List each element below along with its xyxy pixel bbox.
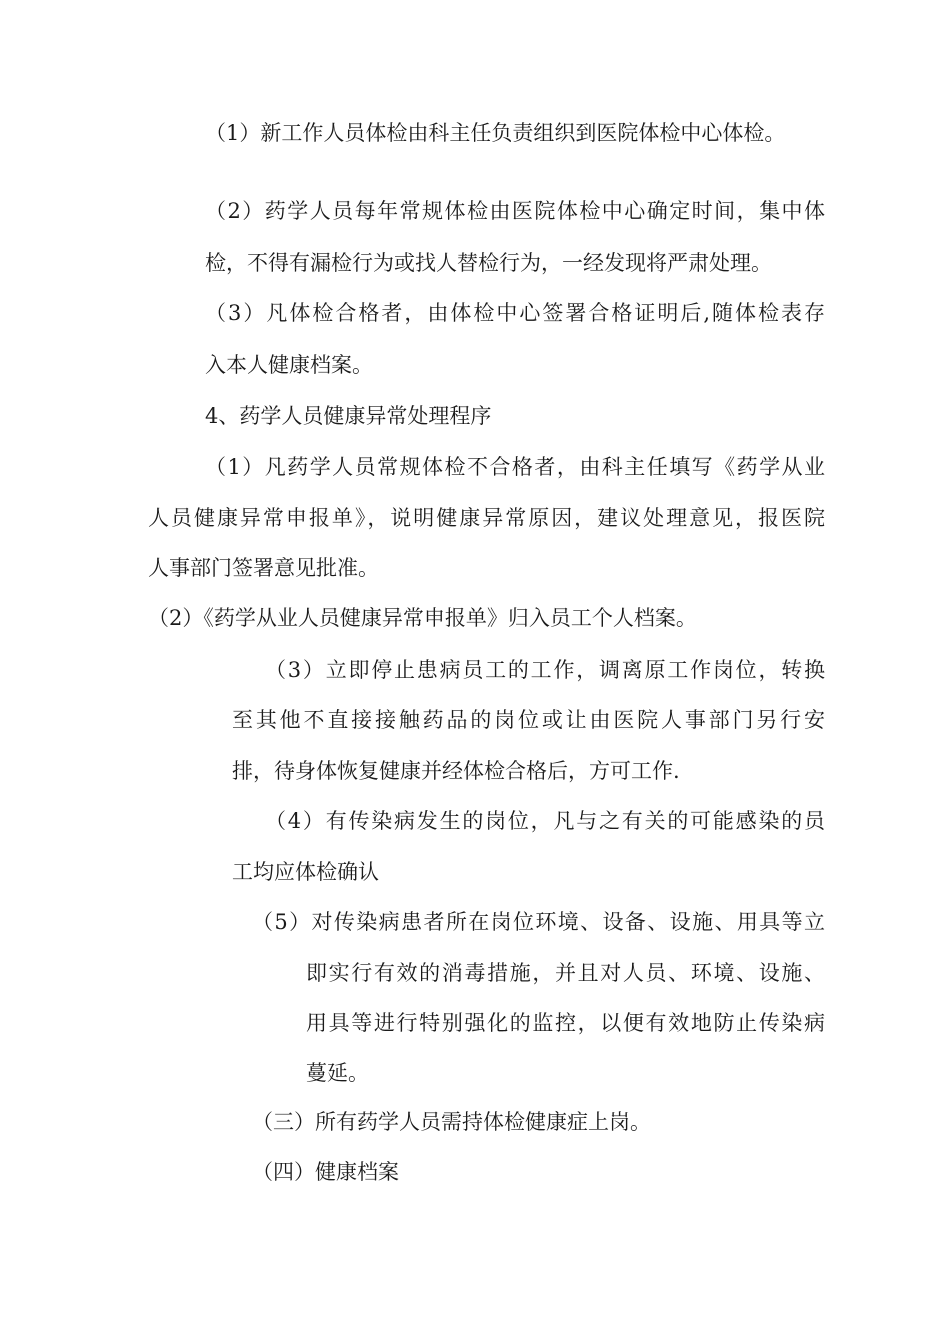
paragraph-line-19: 蔓延。 [306,1061,369,1085]
paragraph-line-7: （1）凡药学人员常规体检不合格者，由科主任填写《药学从业 [205,455,825,479]
paragraph-line-13: 排，待身体恢复健康并经体检合格后，方可工作. [232,759,680,783]
paragraph-line-8: 人员健康异常申报单》，说明健康异常原因，建议处理意见，报医院 [148,506,825,530]
paragraph-line-1: （1）新工作人员体检由科主任负责组织到医院体检中心体检。 [205,121,786,145]
section-item-3: （三）所有药学人员需持体检健康症上岗。 [252,1110,651,1134]
paragraph-line-9: 人事部门签署意见批准。 [148,556,379,580]
paragraph-line-17: 即实行有效的消毒措施，并且对人员、环境、设施、 [306,961,825,985]
paragraph-line-14: （4）有传染病发生的岗位，凡与之有关的可能感染的员 [265,809,825,833]
paragraph-line-16: （5）对传染病患者所在岗位环境、设备、设施、用具等立 [252,910,825,934]
paragraph-line-15: 工均应体检确认 [232,860,379,884]
paragraph-line-12: 至其他不直接接触药品的岗位或让由医院人事部门另行安 [232,708,825,732]
paragraph-line-10: （2）《药学从业人员健康异常申报单》归入员工个人档案。 [148,606,697,630]
paragraph-line-5: 入本人健康档案。 [205,353,373,377]
paragraph-line-18: 用具等进行特别强化的监控，以便有效地防止传染病 [306,1011,825,1035]
paragraph-line-3: 检，不得有漏检行为或找人替检行为，一经发现将严肃处理。 [205,251,772,275]
paragraph-line-2: （2）药学人员每年常规体检由医院体检中心确定时间，集中体 [205,199,825,223]
paragraph-line-4: （3）凡体检合格者，由体检中心签署合格证明后,随体检表存 [205,301,825,325]
section-heading-4: 4、药学人员健康异常处理程序 [205,404,492,428]
paragraph-line-11: （3）立即停止患病员工的工作，调离原工作岗位，转换 [265,658,825,682]
section-heading-health-records: （四）健康档案 [252,1160,399,1184]
